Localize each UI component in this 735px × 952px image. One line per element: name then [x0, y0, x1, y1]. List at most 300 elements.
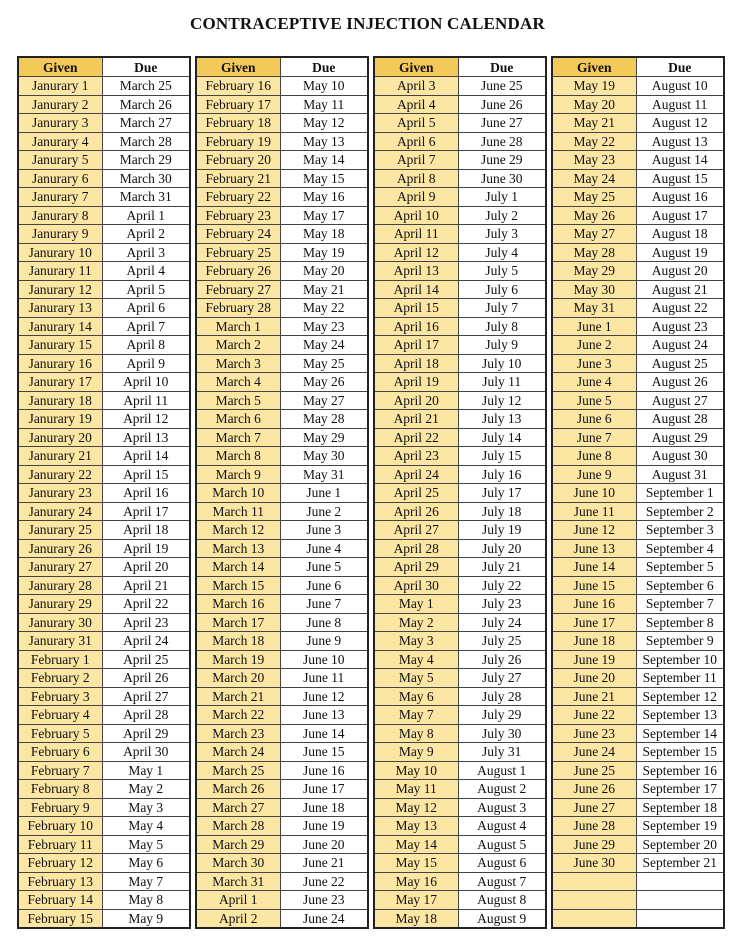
- due-date-cell: May 21: [280, 280, 368, 299]
- table-row: [18, 373, 190, 392]
- table-row: [18, 95, 190, 114]
- given-date-cell: Janurary 12: [18, 280, 102, 299]
- given-date-cell: February 23: [196, 206, 280, 225]
- table-row: [552, 613, 724, 632]
- given-date-cell: March 4: [196, 373, 280, 392]
- due-date-cell: June 26: [458, 95, 546, 114]
- table-row: [196, 447, 368, 466]
- given-date-cell: March 20: [196, 669, 280, 688]
- given-date-cell: March 28: [196, 817, 280, 836]
- due-date-cell: September 20: [636, 835, 724, 854]
- table-row: [552, 95, 724, 114]
- table-row: [196, 428, 368, 447]
- due-date-cell: September 17: [636, 780, 724, 799]
- given-date-cell: Janurary 20: [18, 428, 102, 447]
- due-date-cell: April 17: [102, 502, 190, 521]
- table-row: [18, 206, 190, 225]
- table-row: [18, 761, 190, 780]
- due-date-cell: May 28: [280, 410, 368, 429]
- given-date-cell: February 18: [196, 114, 280, 133]
- due-date-cell: March 31: [102, 188, 190, 207]
- due-date-cell: July 27: [458, 669, 546, 688]
- due-date-cell: August 2: [458, 780, 546, 799]
- due-date-cell: April 18: [102, 521, 190, 540]
- table-row: [374, 188, 546, 207]
- given-date-cell: February 14: [18, 891, 102, 910]
- due-date-cell: April 5: [102, 280, 190, 299]
- given-date-cell: June 2: [552, 336, 636, 355]
- given-date-cell: May 31: [552, 299, 636, 318]
- due-date-cell: September 21: [636, 854, 724, 873]
- due-date-cell: March 30: [102, 169, 190, 188]
- given-date-cell: March 25: [196, 761, 280, 780]
- due-date-cell: April 29: [102, 724, 190, 743]
- due-date-cell: August 7: [458, 872, 546, 891]
- due-date-cell: July 22: [458, 576, 546, 595]
- given-date-cell: May 7: [374, 706, 458, 725]
- table-row: [196, 262, 368, 281]
- due-date-cell: August 24: [636, 336, 724, 355]
- due-date-cell: July 9: [458, 336, 546, 355]
- due-date-cell: April 28: [102, 706, 190, 725]
- given-date-cell: April 3: [374, 77, 458, 96]
- due-date-cell: July 23: [458, 595, 546, 614]
- due-date-cell: June 6: [280, 576, 368, 595]
- table-row: [374, 761, 546, 780]
- due-date-cell: April 9: [102, 354, 190, 373]
- given-date-cell: February 27: [196, 280, 280, 299]
- given-date-cell: June 20: [552, 669, 636, 688]
- due-date-cell: April 14: [102, 447, 190, 466]
- table-row: [196, 151, 368, 170]
- table-row: [552, 447, 724, 466]
- table-row: [18, 502, 190, 521]
- table-row: [196, 95, 368, 114]
- given-date-cell: February 21: [196, 169, 280, 188]
- given-date-cell: April 20: [374, 391, 458, 410]
- due-date-cell: June 30: [458, 169, 546, 188]
- given-date-cell: June 8: [552, 447, 636, 466]
- given-date-cell: February 7: [18, 761, 102, 780]
- calendar-table-3: [373, 56, 547, 929]
- table-row: [552, 780, 724, 799]
- table-row: [374, 95, 546, 114]
- given-date-cell: Janurary 4: [18, 132, 102, 151]
- table-row: [552, 854, 724, 873]
- due-date-cell: July 30: [458, 724, 546, 743]
- given-date-cell: June 24: [552, 743, 636, 762]
- table-row: [18, 465, 190, 484]
- given-date-cell: June 11: [552, 502, 636, 521]
- table-row: [196, 354, 368, 373]
- given-date-cell: May 29: [552, 262, 636, 281]
- given-date-cell: Janurary 13: [18, 299, 102, 318]
- given-date-cell: April 24: [374, 465, 458, 484]
- given-date-cell: April 27: [374, 521, 458, 540]
- table-row: [552, 743, 724, 762]
- table-row: [196, 243, 368, 262]
- due-date-cell: April 26: [102, 669, 190, 688]
- due-date-cell: May 30: [280, 447, 368, 466]
- table-row: [18, 317, 190, 336]
- table-row: [196, 743, 368, 762]
- table-row: [552, 243, 724, 262]
- given-date-cell: June 28: [552, 817, 636, 836]
- due-date-cell: May 1: [102, 761, 190, 780]
- due-date-cell: September 13: [636, 706, 724, 725]
- due-date-cell: March 28: [102, 132, 190, 151]
- given-date-cell: Janurary 21: [18, 447, 102, 466]
- given-date-cell: June 16: [552, 595, 636, 614]
- table-row: [196, 650, 368, 669]
- due-date-cell: June 11: [280, 669, 368, 688]
- table-row: [552, 909, 724, 928]
- due-date-cell: June 18: [280, 798, 368, 817]
- table-row: [18, 650, 190, 669]
- due-date-cell: June 7: [280, 595, 368, 614]
- given-date-cell: Janurary 5: [18, 151, 102, 170]
- given-date-cell: Janurary 17: [18, 373, 102, 392]
- given-date-cell: June 17: [552, 613, 636, 632]
- given-date-cell: March 18: [196, 632, 280, 651]
- table-row: [18, 391, 190, 410]
- due-date-cell: April 23: [102, 613, 190, 632]
- due-date-cell: April 21: [102, 576, 190, 595]
- given-date-cell: May 28: [552, 243, 636, 262]
- given-date-cell: May 9: [374, 743, 458, 762]
- given-date-cell: February 6: [18, 743, 102, 762]
- due-date-cell: May 24: [280, 336, 368, 355]
- given-date-cell: March 3: [196, 354, 280, 373]
- table-row: [18, 114, 190, 133]
- given-date-cell: Janurary 14: [18, 317, 102, 336]
- table-row: [374, 502, 546, 521]
- table-row: [552, 706, 724, 725]
- due-date-cell: August 23: [636, 317, 724, 336]
- due-date-cell: July 25: [458, 632, 546, 651]
- due-date-cell: May 31: [280, 465, 368, 484]
- due-date-cell: September 19: [636, 817, 724, 836]
- given-date-cell: May 21: [552, 114, 636, 133]
- table-row: [552, 595, 724, 614]
- due-date-cell: April 6: [102, 299, 190, 318]
- given-date-cell: May 22: [552, 132, 636, 151]
- given-date-cell: May 8: [374, 724, 458, 743]
- due-date-cell: June 2: [280, 502, 368, 521]
- due-date-cell: September 18: [636, 798, 724, 817]
- given-date-cell: March 24: [196, 743, 280, 762]
- given-date-cell: May 6: [374, 687, 458, 706]
- table-row: [374, 336, 546, 355]
- given-date-cell: Janurary 16: [18, 354, 102, 373]
- given-date-cell: Janurary 10: [18, 243, 102, 262]
- given-date-cell: February 12: [18, 854, 102, 873]
- table-row: [18, 410, 190, 429]
- table-row: [196, 188, 368, 207]
- due-date-cell: July 3: [458, 225, 546, 244]
- due-date-cell: August 18: [636, 225, 724, 244]
- given-date-cell: May 2: [374, 613, 458, 632]
- given-date-cell: June 7: [552, 428, 636, 447]
- given-date-cell: June 22: [552, 706, 636, 725]
- table-row: [18, 632, 190, 651]
- table-row: [552, 872, 724, 891]
- due-date-cell: September 8: [636, 613, 724, 632]
- table-row: [18, 613, 190, 632]
- table-row: [374, 206, 546, 225]
- due-date-cell: May 9: [102, 909, 190, 928]
- given-date-cell: Janurary 28: [18, 576, 102, 595]
- given-header: Given: [196, 57, 280, 77]
- due-date-cell: July 14: [458, 428, 546, 447]
- due-date-cell: September 14: [636, 724, 724, 743]
- due-date-cell: September 16: [636, 761, 724, 780]
- due-date-cell: July 10: [458, 354, 546, 373]
- given-date-cell: Janurary 6: [18, 169, 102, 188]
- given-date-cell: March 27: [196, 798, 280, 817]
- table-row: [18, 280, 190, 299]
- given-date-cell: May 5: [374, 669, 458, 688]
- given-date-cell: April 22: [374, 428, 458, 447]
- table-row: [374, 613, 546, 632]
- table-row: [196, 132, 368, 151]
- due-date-cell: July 7: [458, 299, 546, 318]
- due-date-cell: August 6: [458, 854, 546, 873]
- table-row: [374, 484, 546, 503]
- given-date-cell: April 9: [374, 188, 458, 207]
- table-row: [374, 706, 546, 725]
- table-row: [196, 169, 368, 188]
- given-date-cell: April 19: [374, 373, 458, 392]
- due-date-cell: August 1: [458, 761, 546, 780]
- due-date-cell: July 2: [458, 206, 546, 225]
- given-date-cell: February 2: [18, 669, 102, 688]
- given-date-cell: June 10: [552, 484, 636, 503]
- given-date-cell: March 22: [196, 706, 280, 725]
- given-date-cell: February 5: [18, 724, 102, 743]
- table-row: [196, 225, 368, 244]
- given-date-cell: May 20: [552, 95, 636, 114]
- due-header: Due: [280, 57, 368, 77]
- given-date-cell: May 3: [374, 632, 458, 651]
- table-row: [196, 798, 368, 817]
- table-row: [196, 410, 368, 429]
- given-date-cell: March 14: [196, 558, 280, 577]
- due-date-cell: May 29: [280, 428, 368, 447]
- due-date-cell: September 5: [636, 558, 724, 577]
- table-row: [552, 373, 724, 392]
- table-row: [374, 798, 546, 817]
- table-row: [374, 632, 546, 651]
- table-row: [196, 77, 368, 96]
- due-date-cell: May 14: [280, 151, 368, 170]
- given-date-cell: April 17: [374, 336, 458, 355]
- table-row: [196, 909, 368, 928]
- due-date-cell: September 15: [636, 743, 724, 762]
- table-row: [18, 780, 190, 799]
- given-date-cell: April 30: [374, 576, 458, 595]
- given-date-cell: February 11: [18, 835, 102, 854]
- table-row: [18, 706, 190, 725]
- given-date-cell: April 8: [374, 169, 458, 188]
- given-date-cell: April 12: [374, 243, 458, 262]
- due-date-cell: May 2: [102, 780, 190, 799]
- given-date-cell: April 7: [374, 151, 458, 170]
- given-date-cell: March 21: [196, 687, 280, 706]
- due-date-cell: March 29: [102, 151, 190, 170]
- table-row: [552, 817, 724, 836]
- due-date-cell: August 3: [458, 798, 546, 817]
- table-row: [552, 114, 724, 133]
- given-date-cell: March 7: [196, 428, 280, 447]
- due-date-cell: June 19: [280, 817, 368, 836]
- given-date-cell: June 12: [552, 521, 636, 540]
- given-date-cell: June 5: [552, 391, 636, 410]
- given-date-cell: May 27: [552, 225, 636, 244]
- due-date-cell: April 22: [102, 595, 190, 614]
- due-date-cell: May 10: [280, 77, 368, 96]
- table-row: [196, 706, 368, 725]
- table-row: [374, 225, 546, 244]
- given-date-cell: May 18: [374, 909, 458, 928]
- given-date-cell: April 15: [374, 299, 458, 318]
- due-date-cell: August 19: [636, 243, 724, 262]
- table-row: [18, 447, 190, 466]
- given-date-cell: Janurary 25: [18, 521, 102, 540]
- given-date-cell: March 8: [196, 447, 280, 466]
- table-row: [552, 299, 724, 318]
- header-row: [18, 57, 190, 77]
- given-date-cell: June 13: [552, 539, 636, 558]
- given-date-cell: March 19: [196, 650, 280, 669]
- given-date-cell: June 21: [552, 687, 636, 706]
- due-date-cell: September 2: [636, 502, 724, 521]
- given-date-cell: June 14: [552, 558, 636, 577]
- due-date-cell: August 8: [458, 891, 546, 910]
- given-date-cell: April 14: [374, 280, 458, 299]
- due-date-cell: September 6: [636, 576, 724, 595]
- given-date-cell: March 1: [196, 317, 280, 336]
- given-date-cell: [552, 909, 636, 928]
- due-date-cell: May 4: [102, 817, 190, 836]
- due-date-cell: August 30: [636, 447, 724, 466]
- due-date-cell: July 16: [458, 465, 546, 484]
- given-date-cell: March 17: [196, 613, 280, 632]
- given-date-cell: May 26: [552, 206, 636, 225]
- due-date-cell: April 24: [102, 632, 190, 651]
- table-row: [552, 465, 724, 484]
- table-row: [552, 77, 724, 96]
- given-date-cell: Janurary 11: [18, 262, 102, 281]
- given-date-cell: June 6: [552, 410, 636, 429]
- given-date-cell: April 11: [374, 225, 458, 244]
- given-date-cell: June 25: [552, 761, 636, 780]
- due-date-cell: August 31: [636, 465, 724, 484]
- header-row: [552, 57, 724, 77]
- due-date-cell: June 21: [280, 854, 368, 873]
- given-date-cell: June 9: [552, 465, 636, 484]
- table-row: [374, 243, 546, 262]
- due-date-cell: August 10: [636, 77, 724, 96]
- due-date-cell: June 15: [280, 743, 368, 762]
- table-row: [196, 373, 368, 392]
- given-date-cell: March 11: [196, 502, 280, 521]
- given-date-cell: April 1: [196, 891, 280, 910]
- table-row: [374, 891, 546, 910]
- table-row: [374, 280, 546, 299]
- table-row: [18, 891, 190, 910]
- due-date-cell: July 18: [458, 502, 546, 521]
- due-header: Due: [636, 57, 724, 77]
- given-date-cell: February 25: [196, 243, 280, 262]
- table-row: [18, 872, 190, 891]
- table-row: [18, 132, 190, 151]
- calendar-tables: [17, 56, 725, 929]
- due-date-cell: June 28: [458, 132, 546, 151]
- due-date-cell: June 25: [458, 77, 546, 96]
- due-date-cell: July 20: [458, 539, 546, 558]
- table-row: [18, 243, 190, 262]
- given-date-cell: April 13: [374, 262, 458, 281]
- table-row: [196, 558, 368, 577]
- due-date-cell: August 26: [636, 373, 724, 392]
- table-row: [196, 835, 368, 854]
- due-date-cell: July 31: [458, 743, 546, 762]
- given-date-cell: June 30: [552, 854, 636, 873]
- table-row: [552, 687, 724, 706]
- table-row: [196, 780, 368, 799]
- due-date-cell: July 26: [458, 650, 546, 669]
- given-date-cell: May 10: [374, 761, 458, 780]
- due-date-cell: April 16: [102, 484, 190, 503]
- table-row: [18, 151, 190, 170]
- table-row: [196, 576, 368, 595]
- due-date-cell: September 10: [636, 650, 724, 669]
- table-row: [18, 909, 190, 928]
- due-date-cell: August 14: [636, 151, 724, 170]
- due-date-cell: May 12: [280, 114, 368, 133]
- given-date-cell: Janurary 18: [18, 391, 102, 410]
- table-row: [196, 761, 368, 780]
- table-row: [18, 687, 190, 706]
- table-row: [552, 835, 724, 854]
- due-date-cell: April 25: [102, 650, 190, 669]
- due-date-cell: May 8: [102, 891, 190, 910]
- table-row: [196, 891, 368, 910]
- due-date-cell: July 1: [458, 188, 546, 207]
- table-row: [374, 539, 546, 558]
- given-date-cell: May 13: [374, 817, 458, 836]
- due-date-cell: May 15: [280, 169, 368, 188]
- table-row: [374, 872, 546, 891]
- table-row: [196, 872, 368, 891]
- given-date-cell: May 24: [552, 169, 636, 188]
- due-date-cell: August 12: [636, 114, 724, 133]
- given-date-cell: March 31: [196, 872, 280, 891]
- given-date-cell: March 2: [196, 336, 280, 355]
- table-row: [552, 336, 724, 355]
- given-date-cell: February 4: [18, 706, 102, 725]
- due-date-cell: July 29: [458, 706, 546, 725]
- table-row: [552, 354, 724, 373]
- due-date-cell: May 20: [280, 262, 368, 281]
- due-date-cell: May 18: [280, 225, 368, 244]
- due-date-cell: June 1: [280, 484, 368, 503]
- table-row: [18, 595, 190, 614]
- table-row: [374, 669, 546, 688]
- given-date-cell: Janurary 27: [18, 558, 102, 577]
- table-row: [18, 169, 190, 188]
